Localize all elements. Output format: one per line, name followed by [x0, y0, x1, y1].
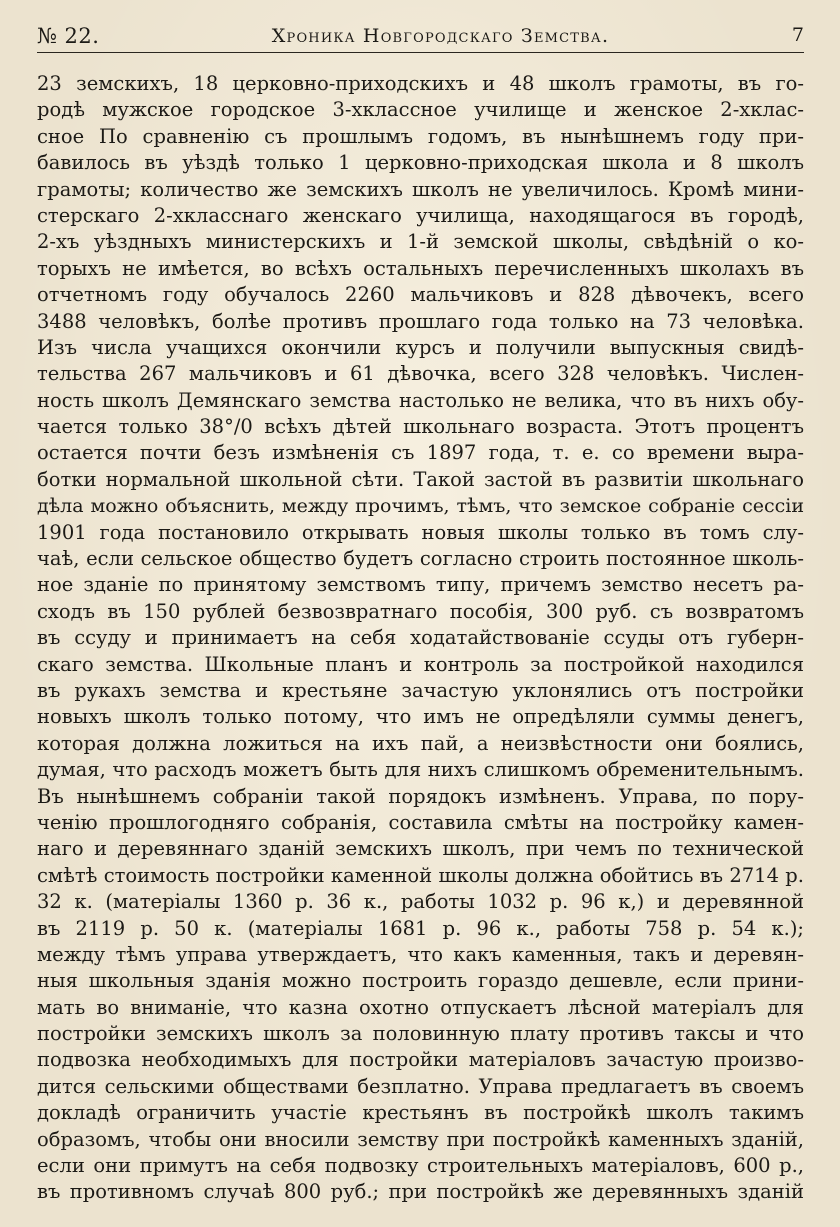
text-line: стерскаго 2-хкласснаго женскаго училища, находящагося въ городѣ,: [37, 203, 804, 227]
header-rule: [37, 52, 804, 53]
body-text: [37, 71, 804, 1206]
text-line: отчетномъ году обучалось 2260 мальчиковъ и 828 дѣвочекъ, всего: [37, 283, 804, 307]
text-line: въ 2119 р. 50 к. (матеріалы 1681 р. 96 к., работы 758 р. 54 к.);: [37, 916, 804, 940]
text-line: между тѣмъ управа утверждаетъ, что какъ каменныя, такъ и деревян-: [37, 942, 804, 966]
text-line: докладѣ ограничить участіе крестьянъ въ постройкѣ школъ такимъ: [37, 1101, 804, 1125]
text-line: 3488 человѣкъ, болѣе противъ прошлаго года только на 73 человѣка.: [37, 309, 804, 333]
text-line: ное зданіе по принятому земствомъ типу, причемъ земство несетъ ра-: [37, 573, 804, 597]
text-line: ченію прошлогодняго собранія, составила смѣты на постройку камен-: [37, 810, 804, 834]
text-line: грамоты; количество же земскихъ школъ не увеличилось. Кромѣ мини-: [37, 177, 804, 201]
text-line: бавилось въ уѣздѣ только 1 церковно-приходская школа и 8 школъ: [37, 151, 804, 175]
text-line: 2-хъ уѣздныхъ министерскихъ и 1-й земской школы, свѣдѣній о ко-: [37, 230, 804, 254]
text-line: въ рукахъ земства и крестьяне зачастую уклонялись отъ постройки: [37, 678, 804, 702]
text-line: чается только 38°/0 всѣхъ дѣтей школьнаго возраста. Этотъ процентъ: [37, 415, 804, 439]
text-line: въ противномъ случаѣ 800 руб.; при постройкѣ же деревянныхъ зданій: [37, 1180, 804, 1204]
page-number: 7: [791, 24, 804, 46]
text-line: новыхъ школъ только потому, что имъ не опредѣляли суммы денегъ,: [37, 705, 804, 729]
text-line: ныя школьныя зданія можно построить гораздо дешевле, если прини-: [37, 969, 804, 993]
text-line: смѣтѣ стоимость постройки каменной школы должна обойтись въ 2714 р.: [37, 863, 804, 887]
text-line: сное По сравненію съ прошлымъ годомъ, въ нынѣшнемъ году при-: [37, 124, 804, 148]
text-line: дится сельскими обществами безплатно. Управа предлагаетъ въ своемъ: [37, 1074, 804, 1098]
text-line: ботки нормальной школьной сѣти. Такой застой въ развитіи школьнаго: [37, 467, 804, 491]
text-line: ность школъ Демянскаго земства настолько не велика, что въ нихъ обу-: [37, 388, 804, 412]
text-line: мать во вниманіе, что казна охотно отпускаетъ лѣсной матеріалъ для: [37, 995, 804, 1019]
text-line: думая, что расходъ можетъ быть для нихъ слишкомъ обременительнымъ.: [37, 758, 804, 782]
text-line: сходъ въ 150 рублей безвозвратнаго пособія, 300 руб. съ возвратомъ: [37, 599, 804, 623]
text-line: 32 к. (матеріалы 1360 р. 36 к., работы 1032 р. 96 к,) и деревянной: [37, 890, 804, 914]
text-line: подвозка необходимыхъ для постройки матеріаловъ зачастую произво-: [37, 1048, 804, 1072]
text-line: если они примутъ на себя подвозку строительныхъ матеріаловъ, 600 р.,: [37, 1154, 804, 1178]
text-line: Въ нынѣшнемъ собраніи такой порядокъ измѣненъ. Управа, по пору-: [37, 784, 804, 808]
text-line: чаѣ, если сельское общество будетъ согласно строить постоянное школь-: [37, 547, 804, 571]
text-line: наго и деревяннаго зданій земскихъ школъ, при чемъ по технической: [37, 837, 804, 861]
text-line: скаго земства. Школьные планъ и контроль за постройкой находился: [37, 652, 804, 676]
text-line: въ ссуду и принимаетъ на себя ходатайствованіе ссуды отъ губерн-: [37, 626, 804, 650]
text-line: 23 земскихъ, 18 церковно-приходскихъ и 48 школъ грамоты, въ го-: [37, 72, 804, 95]
issue-number: № 22.: [37, 24, 100, 48]
text-line: 1901 года постановило открывать новыя школы только въ томъ слу-: [37, 520, 804, 544]
text-line: постройки земскихъ школъ за половинную плату противъ таксы и что: [37, 1022, 804, 1046]
text-line: родѣ мужское городское 3-хклассное училище и женское 2-хклас-: [37, 98, 804, 122]
text-line: которая должна ложиться на ихъ пай, а неизвѣстности они боялись,: [37, 731, 804, 755]
running-title: Хроника Новгородскаго Земства.: [271, 25, 610, 47]
text-line: торыхъ не имѣется, во всѣхъ остальныхъ перечисленныхъ школахъ въ: [37, 256, 804, 280]
text-line: остается почти безъ измѣненія съ 1897 года, т. е. со времени выра-: [37, 441, 804, 465]
text-line: тельства 267 мальчиковъ и 61 дѣвочка, всего 328 человѣкъ. Числен-: [37, 362, 804, 386]
text-line: образомъ, чтобы они вносили земству при постройкѣ каменныхъ зданій,: [37, 1127, 804, 1151]
text-line: дѣла можно объяснить, между прочимъ, тѣмъ, что земское собраніе сессіи: [37, 495, 804, 518]
text-line: Изъ числа учащихся окончили курсъ и получили выпускныя свидѣ-: [37, 335, 804, 359]
page-header: [37, 24, 804, 52]
